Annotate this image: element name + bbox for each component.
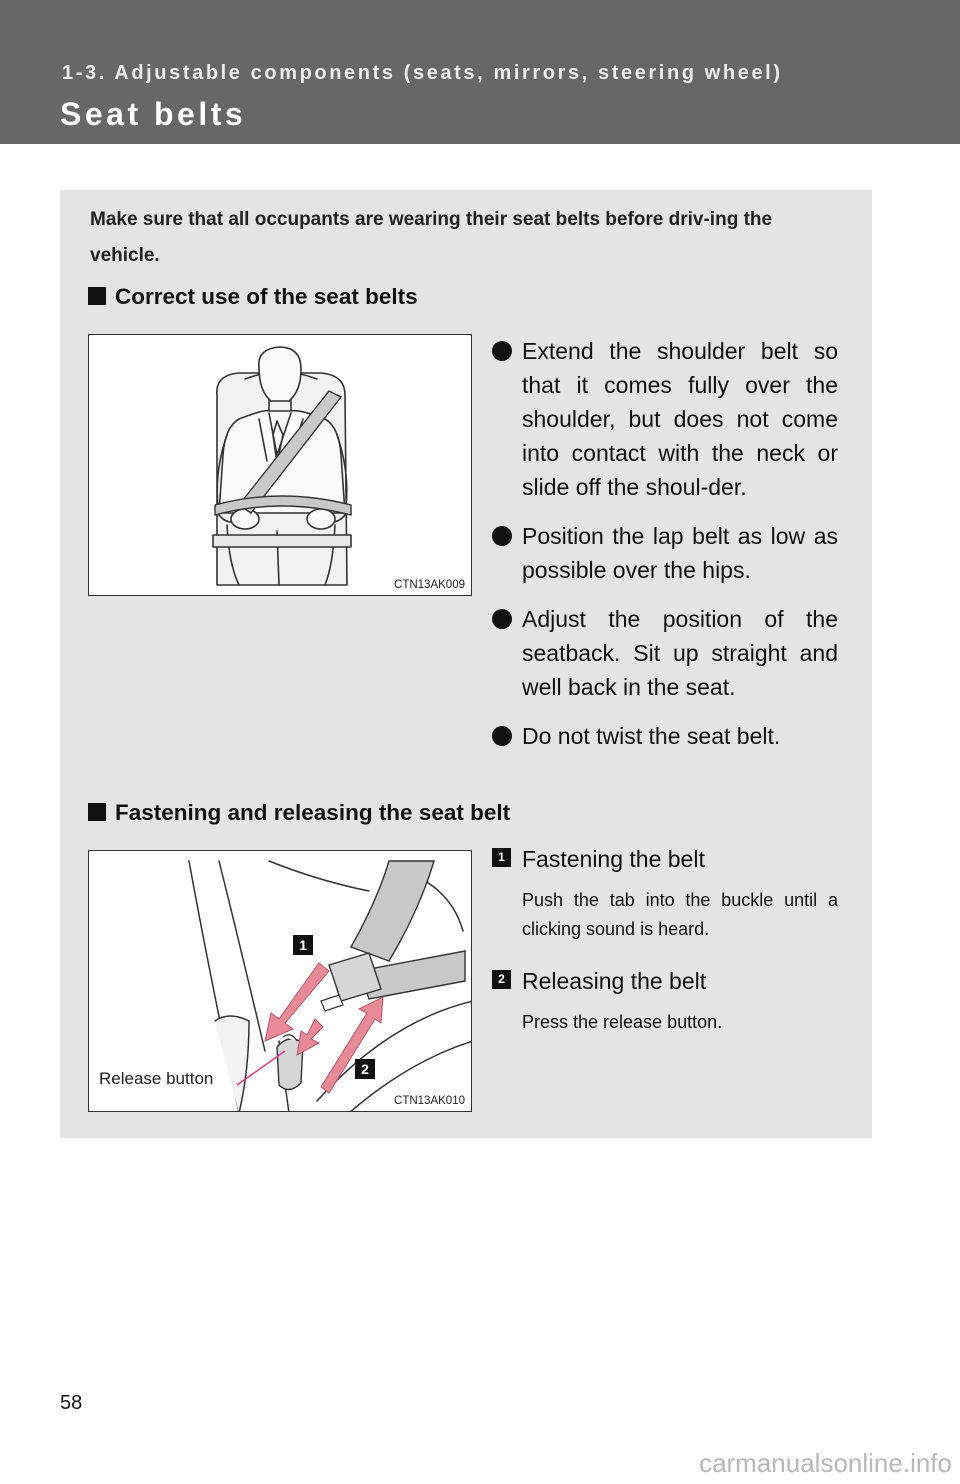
bullet-dot-icon xyxy=(492,609,512,629)
figure-buckle xyxy=(88,850,472,1112)
step-title xyxy=(492,964,838,998)
list-item xyxy=(492,602,838,704)
page-title: Seat belts xyxy=(60,96,247,132)
list-item xyxy=(492,519,838,587)
release-button-callout: Release button xyxy=(99,1069,214,1088)
step-title xyxy=(492,842,838,876)
watermark: carmanualsonline.info xyxy=(699,1448,952,1478)
step-description: Press the release button. xyxy=(522,1012,723,1032)
step-1-label: 1 xyxy=(299,937,307,953)
step-description: Push the tab into the buckle until a clicking sound is heard. xyxy=(522,890,838,939)
square-bullet-icon xyxy=(88,287,106,305)
seated-occupant-illustration xyxy=(89,335,472,596)
section-breadcrumb: 1-3. Adjustable components (seats, mirrors, steering wheel) xyxy=(62,62,783,84)
list-item xyxy=(492,719,838,753)
step-number-icon: 2 xyxy=(492,970,511,989)
figure-code: CTN13AK009 xyxy=(394,579,465,591)
section-heading-fastening xyxy=(88,800,510,826)
step-title-text: Releasing the belt xyxy=(522,968,707,994)
section-heading-correct-use xyxy=(88,284,418,310)
page-number: 58 xyxy=(60,1392,83,1414)
bullet-text: Adjust the position of the seatback. Sit up straight and well back in the seat. xyxy=(522,606,838,700)
step-number-icon: 1 xyxy=(492,848,511,867)
intro-text: Make sure that all occupants are wearing their seat belts before driv-ing the vehicle. xyxy=(90,209,773,266)
bullet-text: Extend the shoulder belt so that it comes fully over the shoulder, but does not come into contact with the neck or slide off the shoul-der. xyxy=(522,338,838,500)
step-list xyxy=(492,842,838,1057)
bullet-list xyxy=(492,334,838,768)
step-title-text: Fastening the belt xyxy=(522,846,705,872)
bullet-dot-icon xyxy=(492,341,512,361)
figure-code: CTN13AK010 xyxy=(394,1095,465,1107)
section-heading-label: Fastening and releasing the seat belt xyxy=(115,800,511,825)
figure-seated-occupant xyxy=(88,334,472,596)
section-heading-label: Correct use of the seat belts xyxy=(115,284,418,309)
bullet-text: Position the lap belt as low as possible over the hips. xyxy=(522,523,838,583)
bullet-dot-icon xyxy=(492,726,512,746)
square-bullet-icon xyxy=(88,803,106,821)
page-header xyxy=(0,0,960,144)
step-2-label: 2 xyxy=(361,1061,369,1077)
bullet-text: Do not twist the seat belt. xyxy=(522,723,781,749)
list-item xyxy=(492,334,838,504)
bullet-dot-icon xyxy=(492,526,512,546)
